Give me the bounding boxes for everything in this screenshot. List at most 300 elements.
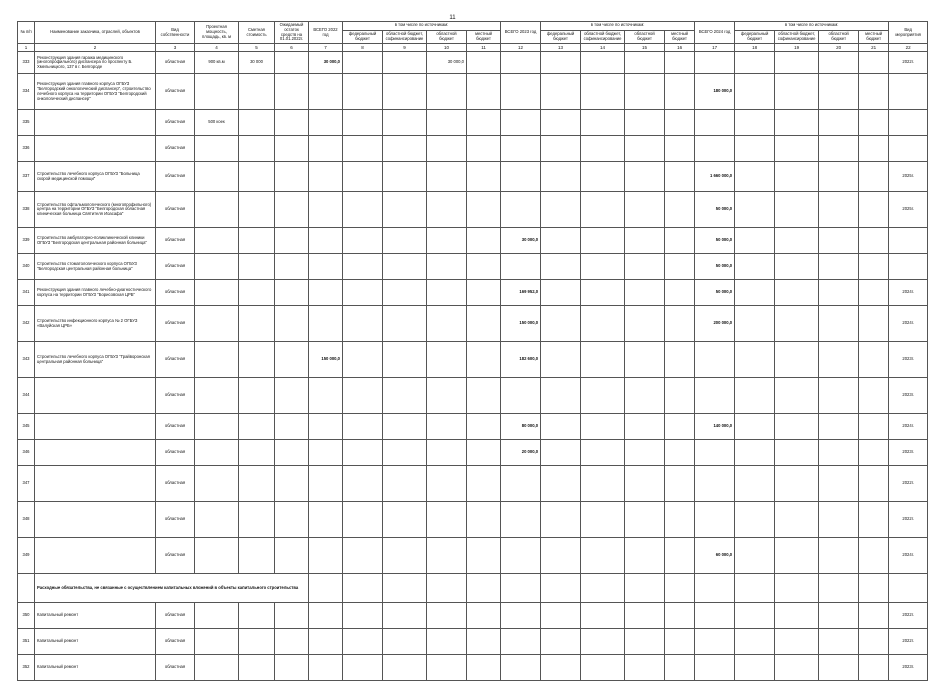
cell-t23 <box>501 655 541 681</box>
cell-cap: 500 коек <box>195 110 239 136</box>
cell-r23 <box>625 603 665 629</box>
cell-num: 341 <box>18 280 35 306</box>
cell-name: Строительство инфекционного корпуса № 2 ОГБУЗ «Валуйская ЦРБ» <box>35 306 156 342</box>
header-work-type: Вид мероприятия <box>889 22 928 44</box>
cell-t24 <box>695 502 735 538</box>
cell-r22 <box>427 629 467 655</box>
cell-t22 <box>309 440 343 466</box>
cell-t22 <box>309 306 343 342</box>
cell-r24 <box>819 538 859 574</box>
cell-own: областная <box>156 52 195 74</box>
cell-l23 <box>665 603 695 629</box>
cell-cap <box>195 538 239 574</box>
cell-own: областная <box>156 538 195 574</box>
summary-t24 <box>695 574 735 603</box>
header-ownership: Вид собственности <box>156 22 195 44</box>
cell-l24 <box>859 378 889 414</box>
cell-t24: 200 000,0 <box>695 306 735 342</box>
column-number: 22 <box>889 44 928 52</box>
cell-f24 <box>735 162 775 192</box>
cell-t22 <box>309 228 343 254</box>
cell-f23 <box>541 110 581 136</box>
cell-num: 340 <box>18 254 35 280</box>
cell-num: 346 <box>18 440 35 466</box>
cell-r23 <box>625 52 665 74</box>
cell-name <box>35 538 156 574</box>
cell-l22 <box>467 254 501 280</box>
cell-type: 2022г. <box>889 629 928 655</box>
header-total-2024: ВСЕГО 2024 год <box>695 22 735 44</box>
cell-r23 <box>625 538 665 574</box>
cell-l24 <box>859 228 889 254</box>
cell-l23 <box>665 254 695 280</box>
cell-f23 <box>541 254 581 280</box>
table-row <box>18 466 928 502</box>
cell-l22 <box>467 52 501 74</box>
cell-f22 <box>343 110 383 136</box>
cell-t23 <box>501 110 541 136</box>
cell-rc23 <box>581 378 625 414</box>
table-row <box>18 306 928 342</box>
column-number: 6 <box>275 44 309 52</box>
cell-cap <box>195 306 239 342</box>
cell-l22 <box>467 603 501 629</box>
cell-type: 2022г. <box>889 52 928 74</box>
cell-r22: 30 000,0 <box>427 52 467 74</box>
cell-name: Строительство лечебного корпуса ОГБУЗ "Грайворонская центральная районная больница" <box>35 342 156 378</box>
cell-own: областная <box>156 342 195 378</box>
cell-f24 <box>735 502 775 538</box>
cell-name <box>35 414 156 440</box>
header-regional-2023: областной бюджет <box>625 30 665 44</box>
cell-rc24 <box>775 306 819 342</box>
cell-name: Капитальный ремонт <box>35 629 156 655</box>
cell-l22 <box>467 306 501 342</box>
cell-name: Строительство стоматологического корпуса ОГБУЗ "Белгородская центральная районная больница" <box>35 254 156 280</box>
cell-r22 <box>427 342 467 378</box>
cell-f24 <box>735 52 775 74</box>
cell-r22 <box>427 162 467 192</box>
cell-rc22 <box>383 440 427 466</box>
cell-num: 344 <box>18 378 35 414</box>
cell-t23: 80 000,0 <box>501 414 541 440</box>
table-row <box>18 342 928 378</box>
cell-cost <box>239 228 275 254</box>
cell-name: Строительство лечебного корпуса ОГБУЗ "Больница скорой медицинской помощи" <box>35 162 156 192</box>
cell-exp <box>275 466 309 502</box>
cell-r23 <box>625 440 665 466</box>
cell-t22 <box>309 74 343 110</box>
cell-cost <box>239 254 275 280</box>
cell-num: 349 <box>18 538 35 574</box>
header-federal-2023: федеральный бюджет <box>541 30 581 44</box>
cell-f22 <box>343 342 383 378</box>
cell-rc22 <box>383 466 427 502</box>
cell-r24 <box>819 110 859 136</box>
cell-cap <box>195 280 239 306</box>
cell-own: областная <box>156 110 195 136</box>
cell-r24 <box>819 162 859 192</box>
cell-name <box>35 136 156 162</box>
cell-rc24 <box>775 162 819 192</box>
cell-t23: 169 952,0 <box>501 280 541 306</box>
cell-name: Реконструкция здания гаража медицинского (многопрофильного) диспансера по проспекту Б. Хмельницкого, 137 в г. Белгороде <box>35 52 156 74</box>
cell-r22 <box>427 228 467 254</box>
cell-r24 <box>819 228 859 254</box>
cell-t24 <box>695 342 735 378</box>
cell-f22 <box>343 162 383 192</box>
header-num: № п/п <box>18 22 35 44</box>
cell-num: 339 <box>18 228 35 254</box>
cell-rc24 <box>775 254 819 280</box>
cell-rc24 <box>775 110 819 136</box>
cell-r24 <box>819 414 859 440</box>
cell-type: 2025г. <box>889 162 928 192</box>
cell-r23 <box>625 414 665 440</box>
cell-f23 <box>541 74 581 110</box>
cell-name: Строительство офтальмологического (многопрофильного) центра на территории ОГБУЗ "Белгородская областная клиническая больница Святителя Иоасафа" <box>35 192 156 228</box>
cell-l24 <box>859 603 889 629</box>
cell-cap <box>195 136 239 162</box>
cell-own: областная <box>156 502 195 538</box>
column-number: 8 <box>343 44 383 52</box>
cell-t24 <box>695 440 735 466</box>
cell-rc22 <box>383 52 427 74</box>
cell-l22 <box>467 502 501 538</box>
cell-f24 <box>735 538 775 574</box>
cell-exp <box>275 110 309 136</box>
cell-r24 <box>819 74 859 110</box>
cell-r22 <box>427 538 467 574</box>
cell-own: областная <box>156 629 195 655</box>
cell-r22 <box>427 466 467 502</box>
cell-type <box>889 136 928 162</box>
header-federal-2024: федеральный бюджет <box>735 30 775 44</box>
table-row <box>18 655 928 681</box>
cell-f22 <box>343 280 383 306</box>
summary-rc22 <box>383 574 427 603</box>
table-row <box>18 228 928 254</box>
table-row <box>18 538 928 574</box>
cell-exp <box>275 228 309 254</box>
cell-rc22 <box>383 162 427 192</box>
cell-rc24 <box>775 655 819 681</box>
cell-cap <box>195 254 239 280</box>
cell-f23 <box>541 228 581 254</box>
column-number: 5 <box>239 44 275 52</box>
cell-f24 <box>735 655 775 681</box>
cell-l24 <box>859 280 889 306</box>
cell-l22 <box>467 629 501 655</box>
cell-l23 <box>665 342 695 378</box>
cell-t23 <box>501 254 541 280</box>
cell-type <box>889 228 928 254</box>
cell-rc24 <box>775 502 819 538</box>
cell-l24 <box>859 342 889 378</box>
cell-name <box>35 502 156 538</box>
budget-table <box>17 21 928 681</box>
cell-r23 <box>625 342 665 378</box>
cell-f22 <box>343 192 383 228</box>
cell-r23 <box>625 378 665 414</box>
cell-exp <box>275 603 309 629</box>
cell-t22 <box>309 655 343 681</box>
cell-r24 <box>819 280 859 306</box>
cell-rc24 <box>775 74 819 110</box>
cell-type: 2023г. <box>889 655 928 681</box>
cell-f24 <box>735 603 775 629</box>
cell-cap <box>195 502 239 538</box>
cell-t22 <box>309 110 343 136</box>
cell-num: 348 <box>18 502 35 538</box>
cell-cost <box>239 466 275 502</box>
cell-cap <box>195 603 239 629</box>
cell-t24 <box>695 378 735 414</box>
summary-f22 <box>343 574 383 603</box>
cell-rc23 <box>581 306 625 342</box>
cell-type: 2024г. <box>889 306 928 342</box>
cell-rc23 <box>581 466 625 502</box>
cell-f24 <box>735 228 775 254</box>
cell-l24 <box>859 655 889 681</box>
column-number-row <box>18 44 928 52</box>
column-number: 21 <box>859 44 889 52</box>
cell-rc24 <box>775 228 819 254</box>
column-number: 13 <box>541 44 581 52</box>
cell-own: областная <box>156 162 195 192</box>
cell-exp <box>275 74 309 110</box>
cell-type <box>889 254 928 280</box>
cell-exp <box>275 192 309 228</box>
cell-num: 334 <box>18 74 35 110</box>
cell-f23 <box>541 52 581 74</box>
cell-name <box>35 440 156 466</box>
cell-rc23 <box>581 440 625 466</box>
header-sources-2022: в том числе по источникам: <box>343 22 501 31</box>
cell-r23 <box>625 306 665 342</box>
cell-rc23 <box>581 538 625 574</box>
cell-r24 <box>819 655 859 681</box>
table-body <box>18 52 928 681</box>
header-regional-2024: областной бюджет <box>819 30 859 44</box>
header-regional-cofin-2023: областной бюджет, софинансирование <box>581 30 625 44</box>
cell-exp <box>275 655 309 681</box>
cell-rc24 <box>775 136 819 162</box>
cell-r23 <box>625 629 665 655</box>
table-row <box>18 440 928 466</box>
cell-t23: 182 600,0 <box>501 342 541 378</box>
cell-l22 <box>467 342 501 378</box>
cell-r23 <box>625 280 665 306</box>
cell-rc23 <box>581 280 625 306</box>
cell-r22 <box>427 280 467 306</box>
cell-cap <box>195 655 239 681</box>
cell-own: областная <box>156 466 195 502</box>
cell-cap <box>195 74 239 110</box>
cell-l23 <box>665 440 695 466</box>
cell-r24 <box>819 306 859 342</box>
table-row <box>18 629 928 655</box>
column-number: 4 <box>195 44 239 52</box>
cell-t23 <box>501 52 541 74</box>
cell-t22 <box>309 502 343 538</box>
cell-exp <box>275 342 309 378</box>
cell-f24 <box>735 254 775 280</box>
cell-l23 <box>665 228 695 254</box>
cell-t24: 140 000,0 <box>695 414 735 440</box>
cell-r23 <box>625 254 665 280</box>
cell-l23 <box>665 192 695 228</box>
table-row <box>18 52 928 74</box>
cell-r24 <box>819 603 859 629</box>
cell-f22 <box>343 378 383 414</box>
cell-f23 <box>541 342 581 378</box>
cell-l23 <box>665 306 695 342</box>
cell-t23 <box>501 466 541 502</box>
cell-cap: 900 кв.м <box>195 52 239 74</box>
cell-f23 <box>541 192 581 228</box>
cell-exp <box>275 306 309 342</box>
cell-num: 350 <box>18 603 35 629</box>
cell-l23 <box>665 655 695 681</box>
cell-t23 <box>501 136 541 162</box>
cell-name <box>35 466 156 502</box>
cell-l23 <box>665 378 695 414</box>
cell-cap <box>195 192 239 228</box>
cell-t22: 30 000,0 <box>309 52 343 74</box>
column-number: 12 <box>501 44 541 52</box>
cell-type: 2022г. <box>889 466 928 502</box>
cell-l22 <box>467 655 501 681</box>
cell-f23 <box>541 378 581 414</box>
cell-rc23 <box>581 655 625 681</box>
cell-f23 <box>541 136 581 162</box>
cell-cost <box>239 162 275 192</box>
cell-name: Капитальный ремонт <box>35 603 156 629</box>
header-total-2023: ВСЕГО 2023 год <box>501 22 541 44</box>
cell-t22 <box>309 280 343 306</box>
cell-f22 <box>343 414 383 440</box>
cell-l24 <box>859 136 889 162</box>
cell-l24 <box>859 162 889 192</box>
column-number: 7 <box>309 44 343 52</box>
cell-f22 <box>343 603 383 629</box>
table-row <box>18 110 928 136</box>
summary-l24 <box>859 574 889 603</box>
table-row <box>18 162 928 192</box>
summary-r22 <box>427 574 467 603</box>
cell-f22 <box>343 466 383 502</box>
cell-exp <box>275 502 309 538</box>
cell-rc24 <box>775 192 819 228</box>
cell-f24 <box>735 74 775 110</box>
cell-f24 <box>735 280 775 306</box>
cell-exp <box>275 629 309 655</box>
cell-type: 2024г. <box>889 280 928 306</box>
cell-l22 <box>467 228 501 254</box>
cell-t22 <box>309 254 343 280</box>
cell-type <box>889 110 928 136</box>
column-number: 1 <box>18 44 35 52</box>
cell-own: областная <box>156 440 195 466</box>
cell-rc23 <box>581 228 625 254</box>
cell-type <box>889 74 928 110</box>
column-number: 11 <box>467 44 501 52</box>
cell-f23 <box>541 414 581 440</box>
summary-rc23 <box>581 574 625 603</box>
cell-f24 <box>735 466 775 502</box>
summary-t22 <box>309 574 343 603</box>
cell-r24 <box>819 378 859 414</box>
column-number: 14 <box>581 44 625 52</box>
header-local-2023: местный бюджет <box>665 30 695 44</box>
cell-f23 <box>541 162 581 192</box>
cell-num: 342 <box>18 306 35 342</box>
cell-cost <box>239 378 275 414</box>
cell-cost <box>239 538 275 574</box>
cell-f24 <box>735 110 775 136</box>
cell-name: Строительство амбулаторно-поликлинической клиники ОГБУЗ "Белгородская центральная районная больница" <box>35 228 156 254</box>
cell-rc24 <box>775 414 819 440</box>
cell-own: областная <box>156 603 195 629</box>
cell-rc23 <box>581 502 625 538</box>
cell-rc22 <box>383 192 427 228</box>
cell-cost <box>239 110 275 136</box>
cell-exp <box>275 254 309 280</box>
cell-l24 <box>859 254 889 280</box>
cell-type: 2023г. <box>889 378 928 414</box>
cell-type: 2025г. <box>889 192 928 228</box>
cell-t23 <box>501 378 541 414</box>
summary-t23 <box>501 574 541 603</box>
cell-own: областная <box>156 414 195 440</box>
cell-l23 <box>665 629 695 655</box>
cell-exp <box>275 538 309 574</box>
cell-rc22 <box>383 110 427 136</box>
cell-t24: 60 000,0 <box>695 538 735 574</box>
summary-f23 <box>541 574 581 603</box>
header-cost: Сметная стоимость <box>239 22 275 44</box>
header-sources-2023: в том числе по источникам: <box>541 22 695 31</box>
cell-r23 <box>625 74 665 110</box>
table-row <box>18 74 928 110</box>
cell-cost <box>239 192 275 228</box>
table-row <box>18 136 928 162</box>
cell-rc24 <box>775 466 819 502</box>
cell-r22 <box>427 306 467 342</box>
cell-r22 <box>427 603 467 629</box>
cell-f22 <box>343 136 383 162</box>
column-number: 17 <box>695 44 735 52</box>
cell-f22 <box>343 74 383 110</box>
cell-rc24 <box>775 603 819 629</box>
cell-f24 <box>735 342 775 378</box>
cell-exp <box>275 440 309 466</box>
cell-own: областная <box>156 254 195 280</box>
cell-f22 <box>343 254 383 280</box>
cell-r24 <box>819 502 859 538</box>
cell-t24 <box>695 110 735 136</box>
cell-rc24 <box>775 52 819 74</box>
cell-rc22 <box>383 254 427 280</box>
cell-l24 <box>859 629 889 655</box>
cell-l23 <box>665 466 695 502</box>
cell-num: 335 <box>18 110 35 136</box>
cell-cap <box>195 342 239 378</box>
cell-exp <box>275 162 309 192</box>
cell-rc23 <box>581 74 625 110</box>
cell-rc23 <box>581 603 625 629</box>
